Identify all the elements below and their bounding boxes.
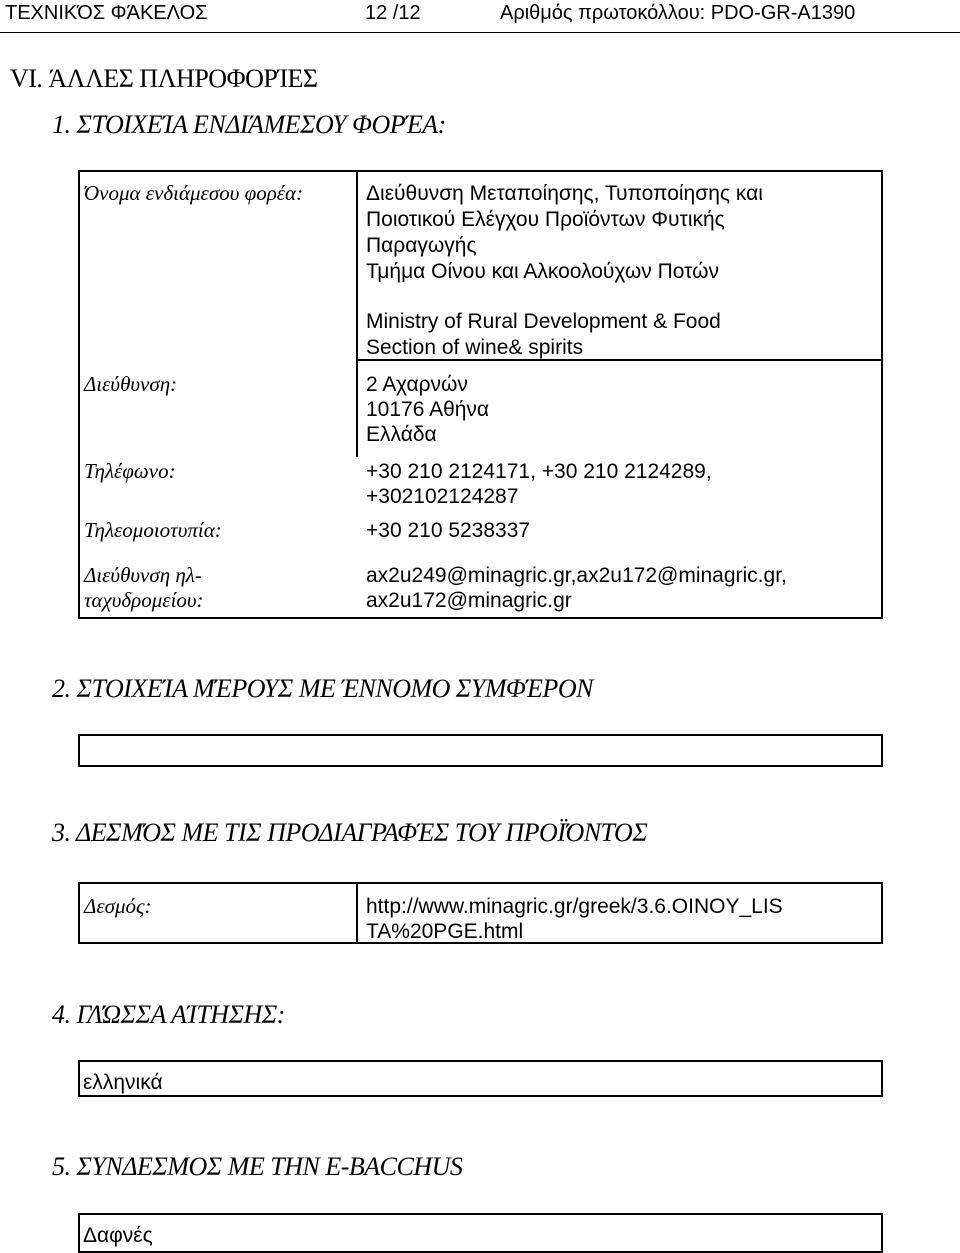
section-5-title: 5. ΣΥΝΔΕΣΜΟΣ ΜΕ ΤΗΝ E-BACCHUS xyxy=(52,1152,463,1181)
section-1-title: 1. ΣΤΟΙΧΕΊΑ ΕΝΔΙΆΜΕΣΟΥ ΦΟΡΈΑ: xyxy=(52,110,446,139)
intermediary-name-line: Τμήμα Οίνου και Αλκοολούχων Ποτών xyxy=(366,260,720,283)
intermediary-name-label: Όνομα ενδιάμεσου φορέα: xyxy=(84,181,304,205)
intermediary-name-line: Παραγωγής xyxy=(366,234,477,257)
section-4-title: 4. ΓΛΏΣΣΑ ΑΊΤΗΣΗΣ: xyxy=(52,1000,285,1029)
email-label-line: Διεύθυνση ηλ- xyxy=(84,563,202,587)
ebacchus-box xyxy=(78,1213,883,1253)
email-value-line: ax2u172@minagric.gr xyxy=(366,589,572,612)
section-2-title: 2. ΣΤΟΙΧΕΊΑ ΜΈΡΟΥΣ ΜΕ ΈΝΝΟΜΟ ΣΥΜΦΈΡΟΝ xyxy=(52,674,593,703)
phone-label: Τηλέφωνο: xyxy=(84,459,176,483)
document-type: ΤΕΧΝΙΚΌΣ ΦΆΚΕΛΟΣ xyxy=(5,2,208,24)
fax-value: +30 210 5238337 xyxy=(366,519,531,542)
ebacchus-value: Δαφνές xyxy=(83,1224,153,1247)
address-line: Ελλάδα xyxy=(366,423,437,446)
intermediary-name-line: Ποιοτικού Ελέγχου Προϊόντων Φυτικής xyxy=(366,208,725,231)
link-label: Δεσμός: xyxy=(84,894,152,918)
email-value-line: ax2u249@minagric.gr,ax2u172@minagric.gr, xyxy=(366,564,787,587)
address-line: 10176 Αθήνα xyxy=(366,398,490,421)
intermediary-name-line: Ministry of Rural Development & Food xyxy=(366,310,721,333)
interested-party-box xyxy=(78,734,883,767)
intermediary-name-line: Section of wine& spirits xyxy=(366,336,584,359)
specification-link[interactable]: http://www.minagric.gr/greek/3.6.OINOY_LIS xyxy=(366,895,783,918)
phone-line: +30 210 2124171, +30 210 2124289, xyxy=(366,460,712,483)
email-label-line: ταχυδρομείου: xyxy=(84,588,204,612)
intermediary-table xyxy=(78,170,883,619)
section-title: VI. ΆΛΛΕΣ ΠΛΗΡΟΦΟΡΊΕΣ xyxy=(10,64,318,93)
section-3-title: 3. ΔΕΣΜΌΣ ΜΕ ΤΙΣ ΠΡΟΔΙΑΓΡΑΦΈΣ ΤΟΥ ΠΡΟΪΌΝΤΟΣ xyxy=(52,818,648,847)
specification-link[interactable]: TA%20PGE.html xyxy=(366,920,524,943)
page-number: 12 /12 xyxy=(365,2,421,24)
table-divider xyxy=(356,170,358,457)
language-box xyxy=(78,1060,883,1097)
intermediary-name-line: Διεύθυνση Μεταποίησης, Τυποποίησης και xyxy=(366,182,763,205)
page-header xyxy=(0,0,960,33)
fax-label: Τηλεομοιοτυπία: xyxy=(84,518,222,542)
address-line: 2 Αχαρνών xyxy=(366,373,468,396)
address-label: Διεύθυνση: xyxy=(84,372,178,396)
phone-line: +302102124287 xyxy=(366,485,519,508)
language-value: ελληνικά xyxy=(83,1071,163,1094)
table-divider xyxy=(356,882,358,944)
protocol-number: Αριθμός πρωτοκόλλου: PDO-GR-A1390 xyxy=(500,2,856,24)
